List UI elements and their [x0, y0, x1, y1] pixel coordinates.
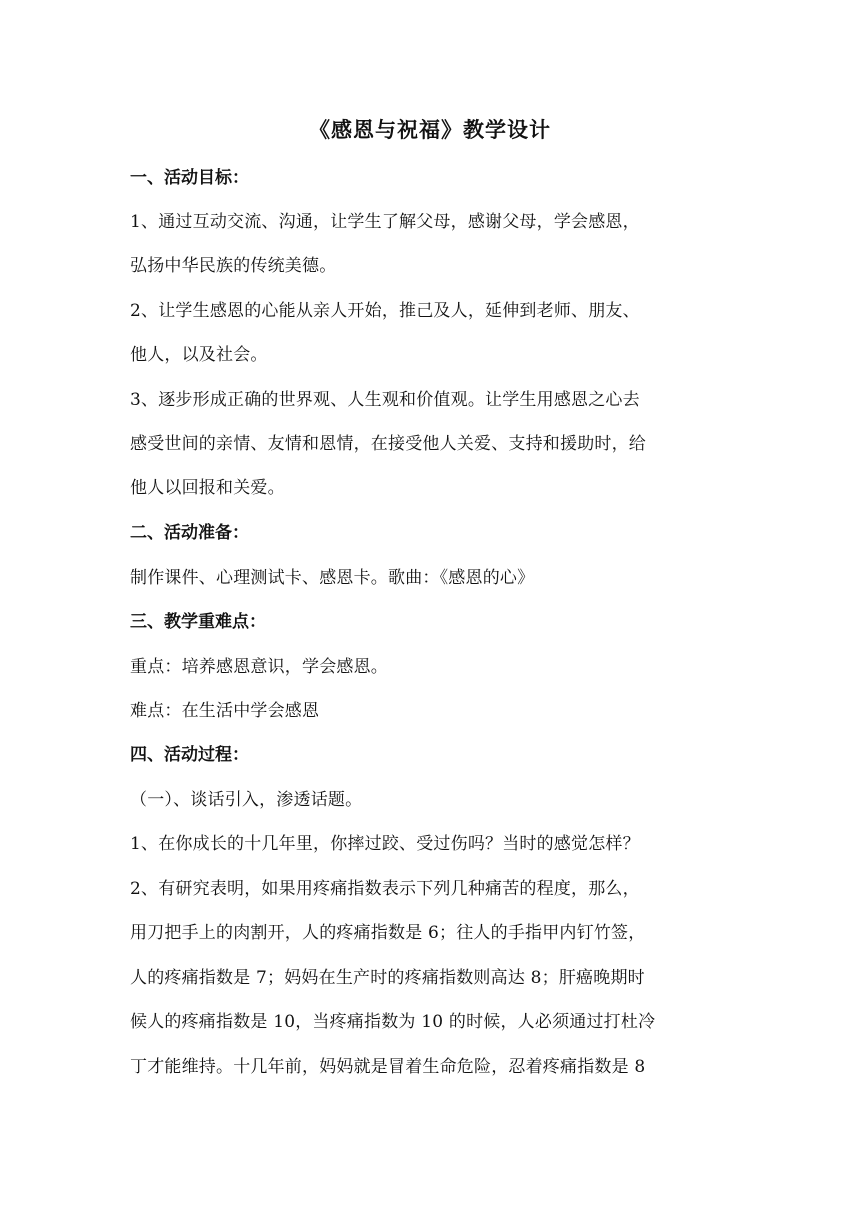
section-heading-preparation: 二、活动准备：: [130, 523, 249, 543]
section-heading-process: 四、活动过程：: [130, 745, 249, 765]
section-heading-goals: 一、活动目标：: [130, 168, 249, 188]
question-2-line-3: 人的疼痛指数是 7；妈妈在生产时的疼痛指数则高达 8；肝癌晚期时: [130, 968, 645, 988]
question-2-line-5: 丁才能维持。十几年前，妈妈就是冒着生命危险，忍着疼痛指数是 8: [130, 1057, 646, 1077]
question-2-line-1: 2、有研究表明，如果用疼痛指数表示下列几种痛苦的程度，那么，: [130, 879, 640, 899]
difficult-point-text: 难点：在生活中学会感恩: [130, 701, 320, 721]
goal-2-line-2: 他人，以及社会。: [130, 345, 268, 365]
goal-2-line-1: 2、让学生感恩的心能从亲人开始，推己及人，延伸到老师、朋友、: [130, 301, 640, 321]
key-point-text: 重点：培养感恩意识，学会感恩。: [130, 657, 388, 677]
goal-3-line-1: 3、逐步形成正确的世界观、人生观和价值观。让学生用感恩之心去: [130, 390, 640, 410]
question-2-line-2: 用刀把手上的肉割开，人的疼痛指数是 6；往人的手指甲内钉竹签，: [130, 923, 646, 943]
section-heading-key-points: 三、教学重难点：: [130, 612, 266, 632]
preparation-text: 制作课件、心理测试卡、感恩卡。歌曲：《感恩的心》: [130, 568, 535, 588]
goal-1-line-1: 1、通过互动交流、沟通，让学生了解父母，感谢父母，学会感恩，: [130, 212, 640, 232]
goal-3-line-2: 感受世间的亲情、友情和恩情，在接受他人关爱、支持和援助时，给: [130, 434, 646, 454]
document-title: 《感恩与祝福》教学设计: [309, 117, 551, 142]
process-step-1: （一）、谈话引入，渗透话题。: [130, 790, 363, 810]
question-2-line-4: 候人的疼痛指数是 10，当疼痛指数为 10 的时候，人必须通过打杜冷: [130, 1012, 656, 1032]
goal-3-line-3: 他人以回报和关爱。: [130, 478, 285, 498]
goal-1-line-2: 弘扬中华民族的传统美德。: [130, 256, 337, 276]
question-1: 1、在你成长的十几年里，你摔过跤、受过伤吗？当时的感觉怎样？: [130, 834, 640, 854]
